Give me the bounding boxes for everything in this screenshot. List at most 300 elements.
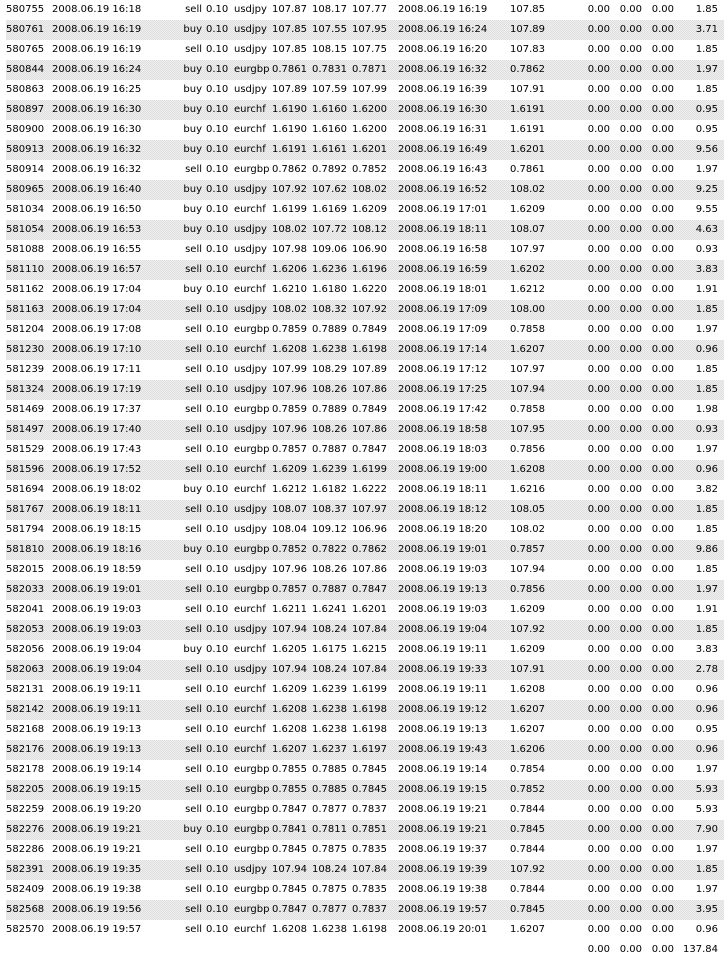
trade-item-cell: eurchf bbox=[234, 460, 272, 480]
swap-cell: 0.00 bbox=[651, 804, 674, 815]
trade-ticket-cell: 580913 bbox=[6, 140, 52, 160]
trade-item-cell: usdjpy bbox=[234, 380, 272, 400]
open-time-cell: 2008.06.19 19:04 bbox=[52, 660, 164, 680]
close-price-cell: 0.7852 bbox=[510, 780, 574, 800]
trade-size-cell: 0.10 bbox=[206, 540, 234, 560]
profit-cell: 1.97 bbox=[695, 844, 718, 855]
commission-cell: 0.00 bbox=[574, 260, 610, 280]
commission-cell: 0.00 bbox=[574, 660, 610, 680]
close-time-cell: 2008.06.19 16:52 bbox=[398, 180, 510, 200]
trade-ticket-cell: 582033 bbox=[6, 580, 52, 600]
commission-cell: 0.00 bbox=[587, 444, 610, 455]
commission-cell: 0.00 bbox=[587, 204, 610, 215]
profit-cell: 9.56 bbox=[674, 140, 724, 160]
close-price-cell: 107.89 bbox=[510, 20, 574, 40]
take-profit-cell: 0.7847 bbox=[352, 580, 398, 600]
swap-cell: 0.00 bbox=[651, 924, 674, 935]
commission-cell: 0.00 bbox=[574, 180, 610, 200]
table-row bbox=[6, 580, 724, 600]
commission-cell: 0.00 bbox=[574, 460, 610, 480]
trade-type-cell: sell bbox=[185, 324, 202, 335]
trade-type-cell: sell bbox=[185, 804, 202, 815]
open-time-cell: 2008.06.19 19:35 bbox=[52, 860, 164, 880]
open-time-cell: 2008.06.19 19:03 bbox=[52, 604, 142, 615]
trade-item-cell: usdjpy bbox=[234, 244, 267, 255]
trade-item-cell: eurchf bbox=[234, 484, 266, 495]
commission-cell: 0.00 bbox=[574, 380, 610, 400]
close-price-cell: 0.7856 bbox=[510, 580, 574, 600]
totals-spacer bbox=[6, 940, 574, 960]
trade-ticket-cell: 581110 bbox=[6, 260, 52, 280]
profit-cell: 1.97 bbox=[695, 884, 718, 895]
close-price-cell: 1.6209 bbox=[510, 604, 545, 615]
trade-ticket-cell: 581204 bbox=[6, 324, 45, 335]
table-row bbox=[6, 680, 724, 700]
stop-loss-cell: 1.6161 bbox=[312, 140, 352, 160]
trade-type-cell: sell bbox=[164, 620, 206, 640]
stop-loss-cell: 1.6175 bbox=[312, 644, 347, 655]
open-price-cell: 0.7852 bbox=[272, 540, 312, 560]
table-row bbox=[6, 100, 724, 120]
taxes-cell: 0.00 bbox=[619, 164, 642, 175]
open-time-cell: 2008.06.19 19:21 bbox=[52, 820, 164, 840]
trade-item-cell: eurgbp bbox=[234, 444, 270, 455]
trade-size-cell: 0.10 bbox=[206, 460, 234, 480]
close-price-cell: 107.91 bbox=[510, 84, 545, 95]
trade-item-cell: usdjpy bbox=[234, 44, 267, 55]
trade-ticket-cell: 581239 bbox=[6, 364, 45, 375]
table-row bbox=[6, 40, 724, 60]
close-price-cell: 1.6209 bbox=[510, 204, 545, 215]
trade-type-cell: sell bbox=[164, 380, 206, 400]
profit-cell: 9.55 bbox=[695, 204, 718, 215]
table-row bbox=[6, 760, 724, 780]
commission-cell: 0.00 bbox=[587, 324, 610, 335]
table-row bbox=[6, 160, 724, 180]
swap-cell: 0.00 bbox=[642, 100, 674, 120]
close-price-cell: 0.7845 bbox=[510, 900, 574, 920]
table-row bbox=[6, 440, 724, 460]
open-price-cell: 0.7862 bbox=[272, 164, 307, 175]
trade-item-cell: eurchf bbox=[234, 740, 272, 760]
swap-cell: 0.00 bbox=[642, 380, 674, 400]
commission-cell: 0.00 bbox=[574, 740, 610, 760]
taxes-cell: 0.00 bbox=[610, 340, 642, 360]
close-price-cell: 1.6201 bbox=[510, 140, 574, 160]
take-profit-cell: 0.7835 bbox=[352, 844, 387, 855]
total-commission: 0.00 bbox=[587, 944, 610, 955]
profit-cell: 0.96 bbox=[674, 700, 724, 720]
trade-type-cell: sell bbox=[185, 604, 202, 615]
swap-cell: 0.00 bbox=[651, 364, 674, 375]
stop-loss-cell: 0.7885 bbox=[312, 764, 347, 775]
taxes-cell: 0.00 bbox=[610, 780, 642, 800]
trade-type-cell: sell bbox=[164, 700, 206, 720]
open-price-cell: 1.6199 bbox=[272, 204, 307, 215]
open-time-cell: 2008.06.19 19:20 bbox=[52, 804, 142, 815]
stop-loss-cell: 1.6169 bbox=[312, 204, 347, 215]
swap-cell: 0.00 bbox=[642, 140, 674, 160]
trade-ticket-cell: 582205 bbox=[6, 780, 52, 800]
trade-size-cell: 0.10 bbox=[206, 124, 229, 135]
trade-type-cell: sell bbox=[164, 260, 206, 280]
trade-ticket-cell: 581529 bbox=[6, 444, 45, 455]
taxes-cell: 0.00 bbox=[610, 260, 642, 280]
trade-type-cell: sell bbox=[164, 340, 206, 360]
open-price-cell: 107.89 bbox=[272, 84, 307, 95]
take-profit-cell: 107.97 bbox=[352, 500, 398, 520]
table-row bbox=[6, 180, 724, 200]
take-profit-cell: 107.99 bbox=[352, 84, 387, 95]
close-time-cell: 2008.06.19 16:24 bbox=[398, 20, 510, 40]
trade-item-cell: usdjpy bbox=[234, 4, 267, 15]
close-time-cell: 2008.06.19 19:43 bbox=[398, 740, 510, 760]
take-profit-cell: 0.7851 bbox=[352, 820, 398, 840]
take-profit-cell: 107.86 bbox=[352, 380, 398, 400]
stop-loss-cell: 0.7875 bbox=[312, 884, 347, 895]
trade-item-cell: eurgbp bbox=[234, 60, 272, 80]
open-price-cell: 1.6208 bbox=[272, 340, 312, 360]
stop-loss-cell: 1.6160 bbox=[312, 124, 347, 135]
trade-type-cell: buy bbox=[164, 20, 206, 40]
close-time-cell: 2008.06.19 19:00 bbox=[398, 460, 510, 480]
open-price-cell: 1.6208 bbox=[272, 924, 307, 935]
commission-cell: 0.00 bbox=[574, 60, 610, 80]
open-time-cell: 2008.06.19 16:55 bbox=[52, 244, 142, 255]
taxes-cell: 0.00 bbox=[619, 484, 642, 495]
trade-item-cell: eurgbp bbox=[234, 764, 270, 775]
close-time-cell: 2008.06.19 16:20 bbox=[398, 44, 488, 55]
trade-type-cell: buy bbox=[164, 540, 206, 560]
open-time-cell: 2008.06.19 19:11 bbox=[52, 684, 142, 695]
open-time-cell: 2008.06.19 18:02 bbox=[52, 484, 142, 495]
trade-item-cell: eurgbp bbox=[234, 580, 272, 600]
trade-type-cell: buy bbox=[183, 644, 202, 655]
close-price-cell: 1.6209 bbox=[510, 644, 545, 655]
trade-ticket-cell: 582568 bbox=[6, 900, 52, 920]
trade-ticket-cell: 580844 bbox=[6, 60, 52, 80]
open-price-cell: 1.6209 bbox=[272, 684, 307, 695]
commission-cell: 0.00 bbox=[587, 844, 610, 855]
close-time-cell: 2008.06.19 19:12 bbox=[398, 700, 510, 720]
commission-cell: 0.00 bbox=[587, 364, 610, 375]
take-profit-cell: 1.6200 bbox=[352, 100, 398, 120]
stop-loss-cell: 1.6239 bbox=[312, 684, 347, 695]
taxes-cell: 0.00 bbox=[619, 844, 642, 855]
commission-cell: 0.00 bbox=[574, 900, 610, 920]
swap-cell: 0.00 bbox=[651, 844, 674, 855]
profit-cell: 1.98 bbox=[695, 404, 718, 415]
swap-cell: 0.00 bbox=[651, 764, 674, 775]
total-taxes: 0.00 bbox=[619, 944, 642, 955]
trade-type-cell: buy bbox=[164, 820, 206, 840]
swap-cell: 0.00 bbox=[642, 340, 674, 360]
trade-type-cell: sell bbox=[185, 404, 202, 415]
close-price-cell: 0.7845 bbox=[510, 820, 574, 840]
trade-ticket-cell: 581324 bbox=[6, 380, 52, 400]
taxes-cell: 0.00 bbox=[610, 900, 642, 920]
stop-loss-cell: 0.7889 bbox=[312, 324, 347, 335]
open-time-cell: 2008.06.19 17:11 bbox=[52, 364, 142, 375]
trade-ticket-cell: 580765 bbox=[6, 44, 45, 55]
close-time-cell: 2008.06.19 16:39 bbox=[398, 84, 488, 95]
stop-loss-cell: 1.6236 bbox=[312, 260, 352, 280]
trade-ticket-cell: 581230 bbox=[6, 340, 52, 360]
swap-cell: 0.00 bbox=[642, 900, 674, 920]
open-time-cell: 2008.06.19 17:10 bbox=[52, 340, 164, 360]
close-time-cell: 2008.06.19 18:03 bbox=[398, 444, 488, 455]
trade-type-cell: sell bbox=[164, 780, 206, 800]
trade-item-cell: eurchf bbox=[234, 684, 266, 695]
profit-cell: 0.96 bbox=[674, 460, 724, 480]
open-time-cell: 2008.06.19 19:56 bbox=[52, 900, 164, 920]
profit-cell: 0.93 bbox=[695, 244, 718, 255]
stop-loss-cell: 108.26 bbox=[312, 380, 352, 400]
close-time-cell: 2008.06.19 19:15 bbox=[398, 780, 510, 800]
open-price-cell: 0.7845 bbox=[272, 884, 307, 895]
table-row bbox=[6, 820, 724, 840]
swap-cell: 0.00 bbox=[651, 324, 674, 335]
swap-cell: 0.00 bbox=[651, 124, 674, 135]
trade-size-cell: 0.10 bbox=[206, 300, 234, 320]
profit-cell: 0.96 bbox=[674, 340, 724, 360]
take-profit-cell: 108.02 bbox=[352, 180, 398, 200]
trade-item-cell: eurgbp bbox=[234, 900, 272, 920]
swap-cell: 0.00 bbox=[642, 740, 674, 760]
profit-cell: 1.85 bbox=[674, 620, 724, 640]
trade-item-cell: eurchf bbox=[234, 284, 266, 295]
table-row bbox=[6, 520, 724, 540]
commission-cell: 0.00 bbox=[574, 540, 610, 560]
open-time-cell: 2008.06.19 18:16 bbox=[52, 540, 164, 560]
taxes-cell: 0.00 bbox=[619, 404, 642, 415]
commission-cell: 0.00 bbox=[574, 780, 610, 800]
swap-cell: 0.00 bbox=[642, 500, 674, 520]
take-profit-cell: 1.6215 bbox=[352, 644, 387, 655]
trade-item-cell: usdjpy bbox=[234, 420, 272, 440]
swap-cell: 0.00 bbox=[642, 420, 674, 440]
trade-type-cell: sell bbox=[164, 900, 206, 920]
table-row bbox=[6, 740, 724, 760]
open-time-cell: 2008.06.19 16:32 bbox=[52, 164, 142, 175]
take-profit-cell: 107.92 bbox=[352, 300, 398, 320]
trade-size-cell: 0.10 bbox=[206, 780, 234, 800]
trade-size-cell: 0.10 bbox=[206, 764, 229, 775]
trade-item-cell: usdjpy bbox=[234, 364, 267, 375]
open-time-cell: 2008.06.19 19:13 bbox=[52, 724, 142, 735]
open-price-cell: 107.85 bbox=[272, 20, 312, 40]
trade-ticket-cell: 582570 bbox=[6, 924, 45, 935]
commission-cell: 0.00 bbox=[574, 340, 610, 360]
stop-loss-cell: 108.32 bbox=[312, 300, 352, 320]
close-price-cell: 1.6207 bbox=[510, 724, 545, 735]
trade-ticket-cell: 581034 bbox=[6, 204, 45, 215]
trade-size-cell: 0.10 bbox=[206, 524, 229, 535]
trade-size-cell: 0.10 bbox=[206, 420, 234, 440]
stop-loss-cell: 1.6238 bbox=[312, 700, 352, 720]
close-price-cell: 107.85 bbox=[510, 4, 545, 15]
close-time-cell: 2008.06.19 19:04 bbox=[398, 620, 510, 640]
commission-cell: 0.00 bbox=[587, 4, 610, 15]
trade-type-cell: sell bbox=[185, 884, 202, 895]
stop-loss-cell: 0.7831 bbox=[312, 60, 352, 80]
commission-cell: 0.00 bbox=[574, 820, 610, 840]
trade-item-cell: eurgbp bbox=[234, 820, 272, 840]
trade-size-cell: 0.10 bbox=[206, 580, 234, 600]
close-time-cell: 2008.06.19 19:37 bbox=[398, 844, 488, 855]
trade-ticket-cell: 580914 bbox=[6, 164, 45, 175]
trade-item-cell: usdjpy bbox=[234, 180, 272, 200]
take-profit-cell: 0.7837 bbox=[352, 900, 398, 920]
close-time-cell: 2008.06.19 19:03 bbox=[398, 604, 488, 615]
commission-cell: 0.00 bbox=[587, 284, 610, 295]
stop-loss-cell: 107.55 bbox=[312, 20, 352, 40]
profit-cell: 1.85 bbox=[674, 500, 724, 520]
close-time-cell: 2008.06.19 16:49 bbox=[398, 140, 510, 160]
take-profit-cell: 0.7871 bbox=[352, 60, 398, 80]
trade-type-cell: sell bbox=[164, 580, 206, 600]
trade-item-cell: eurchf bbox=[234, 924, 266, 935]
open-price-cell: 107.94 bbox=[272, 860, 312, 880]
commission-cell: 0.00 bbox=[587, 724, 610, 735]
trade-item-cell: usdjpy bbox=[234, 660, 272, 680]
trade-item-cell: usdjpy bbox=[234, 500, 272, 520]
take-profit-cell: 107.86 bbox=[352, 564, 387, 575]
take-profit-cell: 0.7835 bbox=[352, 884, 387, 895]
open-price-cell: 1.6208 bbox=[272, 700, 312, 720]
taxes-cell: 0.00 bbox=[610, 220, 642, 240]
trade-ticket-cell: 581469 bbox=[6, 404, 45, 415]
trade-type-cell: sell bbox=[185, 364, 202, 375]
table-row bbox=[6, 780, 724, 800]
take-profit-cell: 107.75 bbox=[352, 44, 387, 55]
close-time-cell: 2008.06.19 18:01 bbox=[398, 284, 488, 295]
trade-type-cell: sell bbox=[164, 300, 206, 320]
trade-size-cell: 0.10 bbox=[206, 444, 229, 455]
close-price-cell: 1.6207 bbox=[510, 924, 545, 935]
open-time-cell: 2008.06.19 19:14 bbox=[52, 764, 142, 775]
open-price-cell: 1.6211 bbox=[272, 604, 307, 615]
profit-cell: 0.96 bbox=[695, 684, 718, 695]
commission-cell: 0.00 bbox=[587, 164, 610, 175]
open-time-cell: 2008.06.19 16:25 bbox=[52, 84, 142, 95]
trade-type-cell: buy bbox=[164, 220, 206, 240]
trade-item-cell: eurchf bbox=[234, 340, 272, 360]
commission-cell: 0.00 bbox=[587, 764, 610, 775]
commission-cell: 0.00 bbox=[574, 300, 610, 320]
close-time-cell: 2008.06.19 17:12 bbox=[398, 364, 488, 375]
close-price-cell: 107.97 bbox=[510, 364, 545, 375]
trade-item-cell: eurchf bbox=[234, 204, 266, 215]
open-price-cell: 0.7847 bbox=[272, 804, 307, 815]
trade-ticket-cell: 582178 bbox=[6, 764, 45, 775]
trade-ticket-cell: 580755 bbox=[6, 4, 45, 15]
open-time-cell: 2008.06.19 17:43 bbox=[52, 444, 142, 455]
commission-cell: 0.00 bbox=[574, 100, 610, 120]
table-row bbox=[6, 840, 724, 860]
stop-loss-cell: 0.7892 bbox=[312, 164, 347, 175]
close-time-cell: 2008.06.19 19:14 bbox=[398, 764, 488, 775]
open-time-cell: 2008.06.19 16:30 bbox=[52, 100, 164, 120]
table-row bbox=[6, 560, 724, 580]
open-time-cell: 2008.06.19 17:19 bbox=[52, 380, 164, 400]
profit-cell: 9.86 bbox=[674, 540, 724, 560]
commission-cell: 0.00 bbox=[574, 20, 610, 40]
close-price-cell: 107.94 bbox=[510, 380, 574, 400]
trade-size-cell: 0.10 bbox=[206, 220, 234, 240]
trade-size-cell: 0.10 bbox=[206, 340, 234, 360]
trade-size-cell: 0.10 bbox=[206, 164, 229, 175]
profit-cell: 1.85 bbox=[695, 44, 718, 55]
stop-loss-cell: 108.26 bbox=[312, 564, 347, 575]
close-time-cell: 2008.06.19 19:11 bbox=[398, 644, 488, 655]
table-row bbox=[6, 700, 724, 720]
trade-ticket-cell: 582131 bbox=[6, 684, 45, 695]
trade-ticket-cell: 581794 bbox=[6, 524, 45, 535]
profit-cell: 3.82 bbox=[695, 484, 718, 495]
trade-item-cell: eurchf bbox=[234, 604, 266, 615]
swap-cell: 0.00 bbox=[642, 820, 674, 840]
open-time-cell: 2008.06.19 19:04 bbox=[52, 644, 142, 655]
taxes-cell: 0.00 bbox=[619, 804, 642, 815]
close-time-cell: 2008.06.19 19:38 bbox=[398, 884, 488, 895]
swap-cell: 0.00 bbox=[651, 684, 674, 695]
take-profit-cell: 0.7845 bbox=[352, 764, 387, 775]
trade-ticket-cell: 581810 bbox=[6, 540, 52, 560]
close-time-cell: 2008.06.19 17:14 bbox=[398, 340, 510, 360]
stop-loss-cell: 0.7811 bbox=[312, 820, 352, 840]
close-price-cell: 0.7862 bbox=[510, 60, 574, 80]
profit-cell: 0.95 bbox=[674, 100, 724, 120]
open-price-cell: 0.7845 bbox=[272, 844, 307, 855]
profit-cell: 3.83 bbox=[695, 644, 718, 655]
trade-ticket-cell: 582053 bbox=[6, 620, 52, 640]
taxes-cell: 0.00 bbox=[610, 700, 642, 720]
trade-size-cell: 0.10 bbox=[206, 20, 234, 40]
commission-cell: 0.00 bbox=[587, 884, 610, 895]
swap-cell: 0.00 bbox=[651, 284, 674, 295]
swap-cell: 0.00 bbox=[651, 244, 674, 255]
swap-cell: 0.00 bbox=[642, 260, 674, 280]
taxes-cell: 0.00 bbox=[610, 460, 642, 480]
close-time-cell: 2008.06.19 19:13 bbox=[398, 580, 510, 600]
trade-ticket-cell: 582276 bbox=[6, 820, 52, 840]
table-row bbox=[6, 80, 724, 100]
taxes-cell: 0.00 bbox=[619, 44, 642, 55]
trade-type-cell: buy bbox=[183, 84, 202, 95]
close-price-cell: 0.7861 bbox=[510, 164, 545, 175]
trade-type-cell: sell bbox=[164, 420, 206, 440]
close-price-cell: 108.00 bbox=[510, 300, 574, 320]
stop-loss-cell: 0.7887 bbox=[312, 580, 352, 600]
close-time-cell: 2008.06.19 17:42 bbox=[398, 404, 488, 415]
trade-type-cell: buy bbox=[164, 60, 206, 80]
close-price-cell: 0.7844 bbox=[510, 844, 545, 855]
taxes-cell: 0.00 bbox=[619, 604, 642, 615]
take-profit-cell: 1.6196 bbox=[352, 260, 398, 280]
taxes-cell: 0.00 bbox=[619, 124, 642, 135]
close-time-cell: 2008.06.19 17:25 bbox=[398, 380, 510, 400]
stop-loss-cell: 1.6239 bbox=[312, 460, 352, 480]
trade-ticket-cell: 582409 bbox=[6, 884, 45, 895]
trade-ticket-cell: 581054 bbox=[6, 220, 52, 240]
open-price-cell: 107.96 bbox=[272, 380, 312, 400]
swap-cell: 0.00 bbox=[642, 860, 674, 880]
trade-ticket-cell: 580900 bbox=[6, 124, 45, 135]
trade-size-cell: 0.10 bbox=[206, 740, 234, 760]
open-time-cell: 2008.06.19 17:37 bbox=[52, 404, 142, 415]
open-time-cell: 2008.06.19 19:15 bbox=[52, 780, 164, 800]
